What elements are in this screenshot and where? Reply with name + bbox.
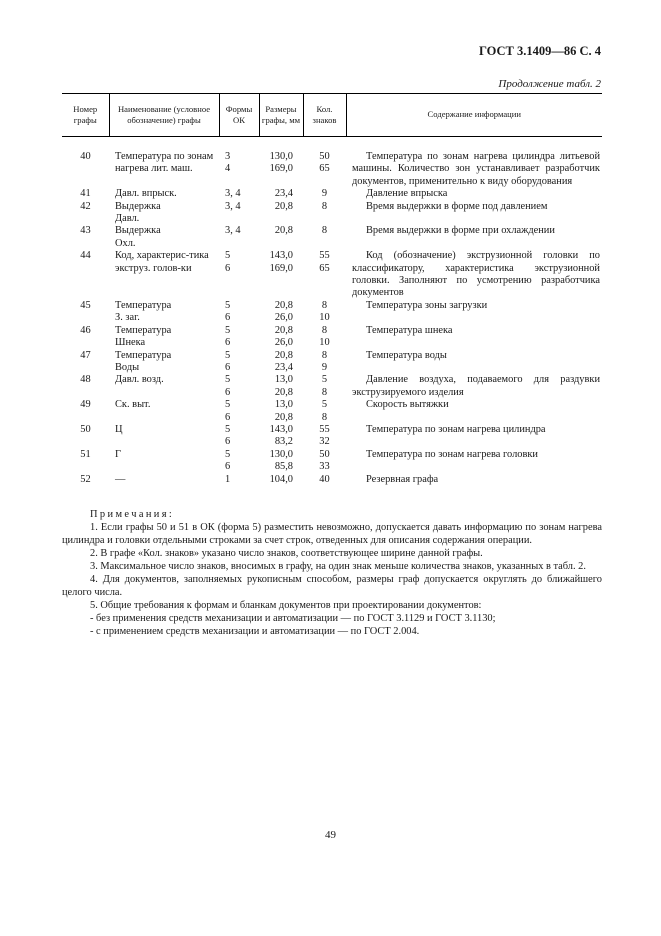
- table-row: [62, 325, 602, 350]
- char-count-line: 8: [321, 349, 328, 361]
- char-count: [303, 250, 346, 300]
- table-row: [62, 225, 602, 250]
- field-size-line: 20,8: [274, 324, 293, 336]
- forms: [219, 137, 259, 189]
- char-count-line: 9: [321, 188, 328, 200]
- forms-line: 1: [225, 473, 231, 485]
- field-size-line: 130,0: [269, 448, 293, 460]
- char-count-line: 10: [319, 312, 330, 324]
- char-count-line: 40: [319, 473, 330, 485]
- forms-line: 5: [225, 423, 231, 435]
- field-size: [259, 424, 303, 449]
- field-name-line: Давл. впрыск.: [115, 188, 177, 200]
- forms-line: 6: [225, 386, 231, 398]
- field-content-text: Время выдержки в форме под давлением: [366, 200, 548, 212]
- field-content: [346, 474, 602, 486]
- row-number: 48: [80, 374, 91, 386]
- table-row: [62, 449, 602, 474]
- field-size-line: 20,8: [274, 299, 293, 311]
- char-count-line: 8: [321, 299, 328, 311]
- char-count-line: 32: [319, 436, 330, 448]
- forms-line: 3, 4: [225, 225, 241, 237]
- field-size-line: 13,0: [274, 399, 293, 411]
- column-header: Содержание информации: [346, 94, 602, 137]
- table-row: [62, 350, 602, 375]
- field-size: [259, 137, 303, 189]
- field-size: [259, 225, 303, 250]
- field-name-line: Температура: [115, 299, 172, 311]
- forms-line: 5: [225, 349, 231, 361]
- field-content: [346, 225, 602, 250]
- field-size-line: 26,0: [274, 312, 293, 324]
- field-content: [346, 350, 602, 375]
- row-number: 46: [80, 324, 91, 336]
- field-name-line: Давл.: [115, 213, 140, 225]
- row-number: 42: [80, 200, 91, 212]
- field-name-line: Код, характерис-тика экструз. голов-ки: [115, 250, 209, 274]
- table-continuation-label: Продолжение табл. 2: [498, 78, 601, 90]
- field-content-text: Температура по зонам нагрева цилиндра литьевой машины. Количество зон устанавливает разработчик документов, применительно к виду оборудования: [352, 151, 600, 187]
- field-name: [109, 201, 219, 226]
- field-content: [346, 424, 602, 449]
- table-row: [62, 250, 602, 300]
- field-content: [346, 325, 602, 350]
- field-name-line: —: [115, 473, 126, 485]
- table-body: [62, 137, 602, 486]
- field-size-line: 23,4: [274, 188, 293, 200]
- field-name: [109, 474, 219, 486]
- forms-line: 3, 4: [225, 200, 241, 212]
- char-count-line: 33: [319, 461, 330, 473]
- char-count-line: 5: [321, 374, 328, 386]
- field-name-line: З. заг.: [115, 312, 140, 324]
- table-row: [62, 474, 602, 486]
- row-number: 40: [80, 151, 91, 162]
- char-count: [303, 374, 346, 399]
- field-content: [346, 399, 602, 424]
- forms-line: 6: [225, 262, 231, 274]
- field-name-line: Выдержка: [115, 200, 161, 212]
- char-count: [303, 225, 346, 250]
- field-size-line: 20,8: [274, 349, 293, 361]
- forms-line: 5: [225, 448, 231, 460]
- page-number: 49: [325, 829, 336, 841]
- field-size: [259, 300, 303, 325]
- char-count-line: 50: [319, 151, 330, 162]
- char-count: [303, 325, 346, 350]
- note-item: 2. В графе «Кол. знаков» указано число знаков, соответствующее ширине данной графы.: [90, 548, 483, 559]
- forms: [219, 350, 259, 375]
- field-name-line: Температура по зонам нагрева лит. маш.: [115, 151, 214, 175]
- field-name: [109, 137, 219, 189]
- field-name: [109, 325, 219, 350]
- field-size: [259, 325, 303, 350]
- field-content-text: Температура по зонам нагрева цилиндра: [366, 423, 546, 435]
- field-name-line: Г: [115, 448, 122, 460]
- row-number: 50: [80, 423, 91, 435]
- row-number: 45: [80, 299, 91, 311]
- note-item: - без применения средств механизации и автоматизации — по ГОСТ 3.1129 и ГОСТ 3.1130;: [90, 613, 496, 624]
- column-header: Кол. знаков: [303, 94, 346, 137]
- forms: [219, 225, 259, 250]
- row-number: 41: [80, 188, 91, 200]
- char-count-line: 8: [321, 324, 328, 336]
- field-size: [259, 474, 303, 486]
- forms: [219, 188, 259, 200]
- note-item: 3. Максимальное число знаков, вносимых в графу, на один знак меньше количества знаков, указанных в табл. 2.: [90, 561, 586, 572]
- field-content-text: Температура шнека: [366, 324, 453, 336]
- char-count: [303, 300, 346, 325]
- table-row: [62, 188, 602, 200]
- forms-line: 5: [225, 299, 231, 311]
- char-count-line: 50: [319, 448, 330, 460]
- char-count-line: 65: [319, 163, 330, 175]
- field-content: [346, 300, 602, 325]
- forms-line: 5: [225, 324, 231, 336]
- field-size-line: 13,0: [274, 374, 293, 386]
- field-content-text: Давление впрыска: [366, 188, 448, 200]
- table-row: [62, 399, 602, 424]
- notes-section: [62, 508, 602, 638]
- column-header: Формы ОК: [219, 94, 259, 137]
- forms: [219, 300, 259, 325]
- field-size-line: 130,0: [269, 151, 293, 162]
- field-name: [109, 188, 219, 200]
- field-name: [109, 350, 219, 375]
- row-number: 49: [80, 399, 91, 411]
- char-count-line: 9: [321, 361, 328, 373]
- field-size-line: 20,8: [274, 200, 293, 212]
- char-count-line: 55: [319, 423, 330, 435]
- forms: [219, 201, 259, 226]
- field-size-line: 20,8: [274, 225, 293, 237]
- field-content: [346, 188, 602, 200]
- field-content-text: Скорость вытяжки: [366, 399, 449, 411]
- field-content: [346, 250, 602, 300]
- field-size-line: 20,8: [274, 411, 293, 423]
- field-name-line: Ск. выт.: [115, 399, 151, 411]
- table-header-row: [62, 94, 602, 137]
- char-count-line: 10: [319, 337, 330, 349]
- fields-table: [62, 93, 602, 486]
- forms: [219, 374, 259, 399]
- document-header: ГОСТ 3.1409—86 С. 4: [478, 44, 601, 58]
- forms: [219, 250, 259, 300]
- table-row: [62, 201, 602, 226]
- char-count-line: 8: [321, 225, 328, 237]
- char-count: [303, 424, 346, 449]
- column-header: Номер графы: [62, 94, 109, 137]
- char-count-line: 65: [319, 262, 330, 274]
- char-count: [303, 201, 346, 226]
- field-content-text: Резервная графа: [366, 473, 439, 485]
- field-size-line: 143,0: [269, 250, 293, 262]
- row-number: 52: [80, 473, 91, 485]
- row-number: 44: [80, 250, 91, 262]
- table-row: [62, 300, 602, 325]
- note-item: 5. Общие требования к формам и бланкам документов при проектировании документов:: [90, 600, 482, 611]
- char-count-line: 8: [321, 411, 328, 423]
- char-count-line: 55: [319, 250, 330, 262]
- field-content: [346, 449, 602, 474]
- field-name-line: Давл. возд.: [115, 374, 164, 386]
- field-name-line: Ц: [115, 423, 123, 435]
- forms-line: 6: [225, 461, 231, 473]
- forms: [219, 399, 259, 424]
- table-row: [62, 374, 602, 399]
- note-item: 1. Если графы 50 и 51 в ОК (форма 5) разместить невозможно, допускается давать информацию по зонам нагрева цилиндра и головки отдельными строками за счет строк, отведенных для описания содержания операции.: [62, 522, 602, 546]
- field-content: [346, 137, 602, 189]
- field-size-line: 104,0: [269, 473, 293, 485]
- field-size-line: 169,0: [269, 163, 293, 175]
- field-size: [259, 449, 303, 474]
- forms: [219, 474, 259, 486]
- field-size-line: 169,0: [269, 262, 293, 274]
- field-name: [109, 424, 219, 449]
- char-count-line: 8: [321, 200, 328, 212]
- field-name: [109, 399, 219, 424]
- table-row: [62, 137, 602, 189]
- field-size-line: 83,2: [274, 436, 293, 448]
- char-count: [303, 137, 346, 189]
- char-count: [303, 449, 346, 474]
- field-size: [259, 250, 303, 300]
- table-row: [62, 424, 602, 449]
- char-count: [303, 474, 346, 486]
- field-size-line: 26,0: [274, 337, 293, 349]
- field-content-text: Температура по зонам нагрева головки: [366, 448, 538, 460]
- forms-line: 3, 4: [225, 188, 241, 200]
- forms-line: 5: [225, 399, 231, 411]
- field-size: [259, 350, 303, 375]
- forms-line: 6: [225, 411, 231, 423]
- field-content-text: Время выдержки в форме при охлаждении: [366, 225, 555, 237]
- forms-line: 4: [225, 163, 231, 175]
- field-size: [259, 374, 303, 399]
- field-name-line: Температура: [115, 349, 172, 361]
- field-name: [109, 374, 219, 399]
- forms-line: 6: [225, 337, 231, 349]
- field-name: [109, 250, 219, 300]
- note-item: - с применением средств механизации и автоматизации — по ГОСТ 2.004.: [90, 626, 420, 637]
- field-size: [259, 399, 303, 424]
- char-count-line: 5: [321, 399, 328, 411]
- field-name-line: Шнека: [115, 337, 146, 349]
- column-header: Размеры графы, мм: [259, 94, 303, 137]
- forms-line: 3: [225, 151, 231, 162]
- field-size: [259, 201, 303, 226]
- forms: [219, 424, 259, 449]
- notes-title: Примечания:: [90, 509, 175, 520]
- char-count: [303, 399, 346, 424]
- field-size-line: 143,0: [269, 423, 293, 435]
- field-name-line: Воды: [115, 361, 140, 373]
- field-name: [109, 225, 219, 250]
- field-content-text: Температура зоны загрузки: [366, 299, 488, 311]
- row-number: 51: [80, 448, 91, 460]
- forms: [219, 449, 259, 474]
- char-count: [303, 188, 346, 200]
- field-name-line: Охл.: [115, 237, 136, 249]
- field-name: [109, 300, 219, 325]
- column-header: Наименование (условное обозначение) графы: [109, 94, 219, 137]
- table-container: [62, 93, 602, 486]
- forms-line: 6: [225, 312, 231, 324]
- field-content-text: Температура воды: [366, 349, 447, 361]
- row-number: 43: [80, 225, 91, 237]
- forms-line: 6: [225, 436, 231, 448]
- field-size-line: 85,8: [274, 461, 293, 473]
- row-number: 47: [80, 349, 91, 361]
- forms-line: 5: [225, 250, 231, 262]
- field-size-line: 20,8: [274, 386, 293, 398]
- field-name: [109, 449, 219, 474]
- field-content: [346, 374, 602, 399]
- note-item: 4. Для документов, заполняемых рукописным способом, размеры граф допускается округлять до ближайшего целого числа.: [62, 574, 602, 598]
- field-size: [259, 188, 303, 200]
- field-content: [346, 201, 602, 226]
- field-content-text: Код (обозначение) экструзионной головки по классификатору, характеристика экструзионной головки. Заполняют по усмотрению разработчика документов: [352, 250, 600, 299]
- field-content-text: Давление воздуха, подаваемого для раздувки экструзируемого изделия: [352, 374, 600, 398]
- forms-line: 6: [225, 361, 231, 373]
- field-name-line: Выдержка: [115, 225, 161, 237]
- forms-line: 5: [225, 374, 231, 386]
- char-count: [303, 350, 346, 375]
- field-size-line: 23,4: [274, 361, 293, 373]
- forms: [219, 325, 259, 350]
- field-name-line: Температура: [115, 324, 172, 336]
- char-count-line: 8: [321, 386, 328, 398]
